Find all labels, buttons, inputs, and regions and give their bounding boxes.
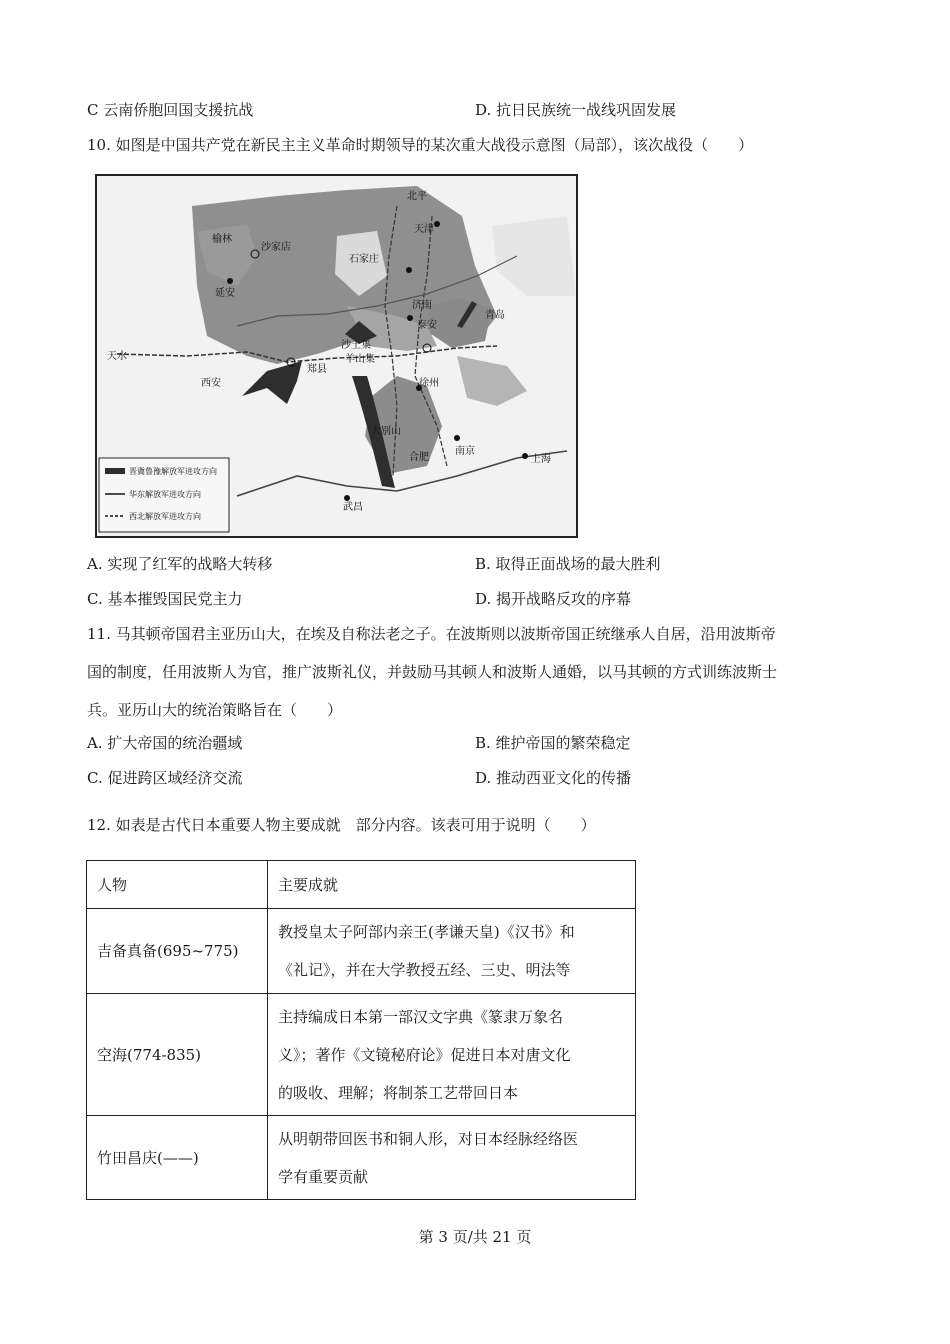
table-cell-person: 吉备真备(695~775): [87, 909, 268, 994]
q10-option-a: A. 实现了红军的战略大转移: [87, 555, 273, 573]
q11-option-c: C. 促进跨区域经济交流: [87, 769, 243, 787]
q11-option-b: B. 维护帝国的繁荣稳定: [475, 734, 631, 752]
label-tianshui: 天水: [107, 351, 127, 362]
achievement-line: 从明朝带回医书和铜人形，对日本经脉经络医: [278, 1129, 579, 1148]
label-shajiadian: 沙家店: [261, 242, 291, 253]
table-row: [87, 1116, 636, 1200]
label-jinan: 济南: [412, 300, 432, 311]
q12-stem: 12. 如表是古代日本重要人物主要成就 部分内容。该表可用于说明（ ）: [87, 816, 596, 834]
battle-map: [95, 174, 578, 538]
label-shanghai: 上海: [531, 454, 551, 465]
table-cell-achievement: [268, 994, 636, 1116]
label-beiping: 北平: [407, 191, 427, 202]
table-cell-achievement: [268, 909, 636, 994]
label-hefei: 合肥: [409, 452, 429, 463]
label-xuzhou: 徐州: [419, 378, 439, 389]
achievement-line: 主持编成日本第一部汉文字典《篆隶万象名: [278, 1007, 564, 1026]
label-zhengxian: 郑县: [307, 364, 327, 375]
map-legend: [99, 458, 229, 532]
achievement-line: 的吸收、理解；将制茶工艺带回日本: [278, 1083, 519, 1102]
table-row: [87, 909, 636, 994]
achievement-line: 学有重要贡献: [278, 1167, 369, 1186]
label-nanjing: 南京: [455, 446, 475, 457]
q11-stem-line3: 兵。亚历山大的统治策略旨在（ ）: [87, 701, 343, 719]
label-yulin: 榆林: [212, 234, 232, 245]
label-shatuji: 沙土集: [341, 340, 371, 351]
q9-option-c: C 云南侨胞回国支援抗战: [87, 101, 254, 119]
q11-option-a: A. 扩大帝国的统治疆域: [87, 734, 243, 752]
q10-option-d: D. 揭开战略反攻的序幕: [475, 590, 632, 608]
label-dabieshan: 大别山: [371, 426, 401, 437]
table-row: [87, 994, 636, 1116]
table-header-row: [87, 861, 636, 909]
label-taian: 泰安: [417, 320, 437, 331]
achievement-line: 教授皇太子阿部内亲王(孝谦天皇)《汉书》和: [278, 923, 575, 941]
q10-option-b: B. 取得正面战场的最大胜利: [475, 555, 661, 573]
q9-option-d: D. 抗日民族统一战线巩固发展: [475, 101, 677, 119]
table-cell-achievement: [268, 1116, 636, 1200]
legend-jinjiluyu: 晋冀鲁豫解放军进攻方向: [129, 467, 217, 476]
attack-arrow-west: [242, 361, 302, 404]
label-yangshanji: 羊山集: [345, 354, 375, 365]
q10-option-c: C. 基本摧毁国民党主力: [87, 590, 243, 608]
q11-stem-line1: 11. 马其顿帝国君主亚历山大，在埃及自称法老之子。在波斯则以波斯帝国正统继承人自居，沿用波斯帝: [87, 625, 776, 643]
table-cell-person: 空海(774-835): [87, 994, 268, 1116]
label-yanan: 延安: [215, 288, 235, 299]
legend-huadong: 华东解放军进攻方向: [129, 490, 201, 499]
label-wuchang: 武昌: [343, 502, 363, 513]
label-qingdao: 青岛: [485, 310, 505, 321]
achievement-line: 义》；著作《文镜秘府论》促进日本对唐文化: [278, 1045, 571, 1064]
legend-xibei: 西北解放军进攻方向: [129, 512, 201, 521]
q11-option-d: D. 推动西亚文化的传播: [475, 769, 632, 787]
label-shijiazhuang: 石家庄: [349, 254, 379, 265]
q11-stem-line2: 国的制度，任用波斯人为官，推广波斯礼仪，并鼓励马其顿人和波斯人通婚，以马其顿的方式训练波斯士: [87, 663, 778, 681]
label-xian: 西安: [201, 378, 221, 389]
achievements-table: [86, 860, 636, 1200]
table-cell-person: 竹田昌庆(——): [87, 1116, 268, 1200]
area-bohai: [492, 216, 576, 296]
table-header-person: 人物: [87, 861, 268, 909]
label-tianjin: 天津: [414, 224, 434, 235]
table-header-achievement: 主要成就: [268, 861, 636, 909]
achievement-line: 《礼记》，并在大学教授五经、三史、明法等: [278, 961, 571, 979]
liberated-area-subei: [457, 356, 527, 406]
page-footer: 第 3 页/共 21 页: [418, 1228, 532, 1246]
q10-stem: 10. 如图是中国共产党在新民主主义革命时期领导的某次重大战役示意图（局部），该次战役（ ）: [87, 136, 754, 154]
